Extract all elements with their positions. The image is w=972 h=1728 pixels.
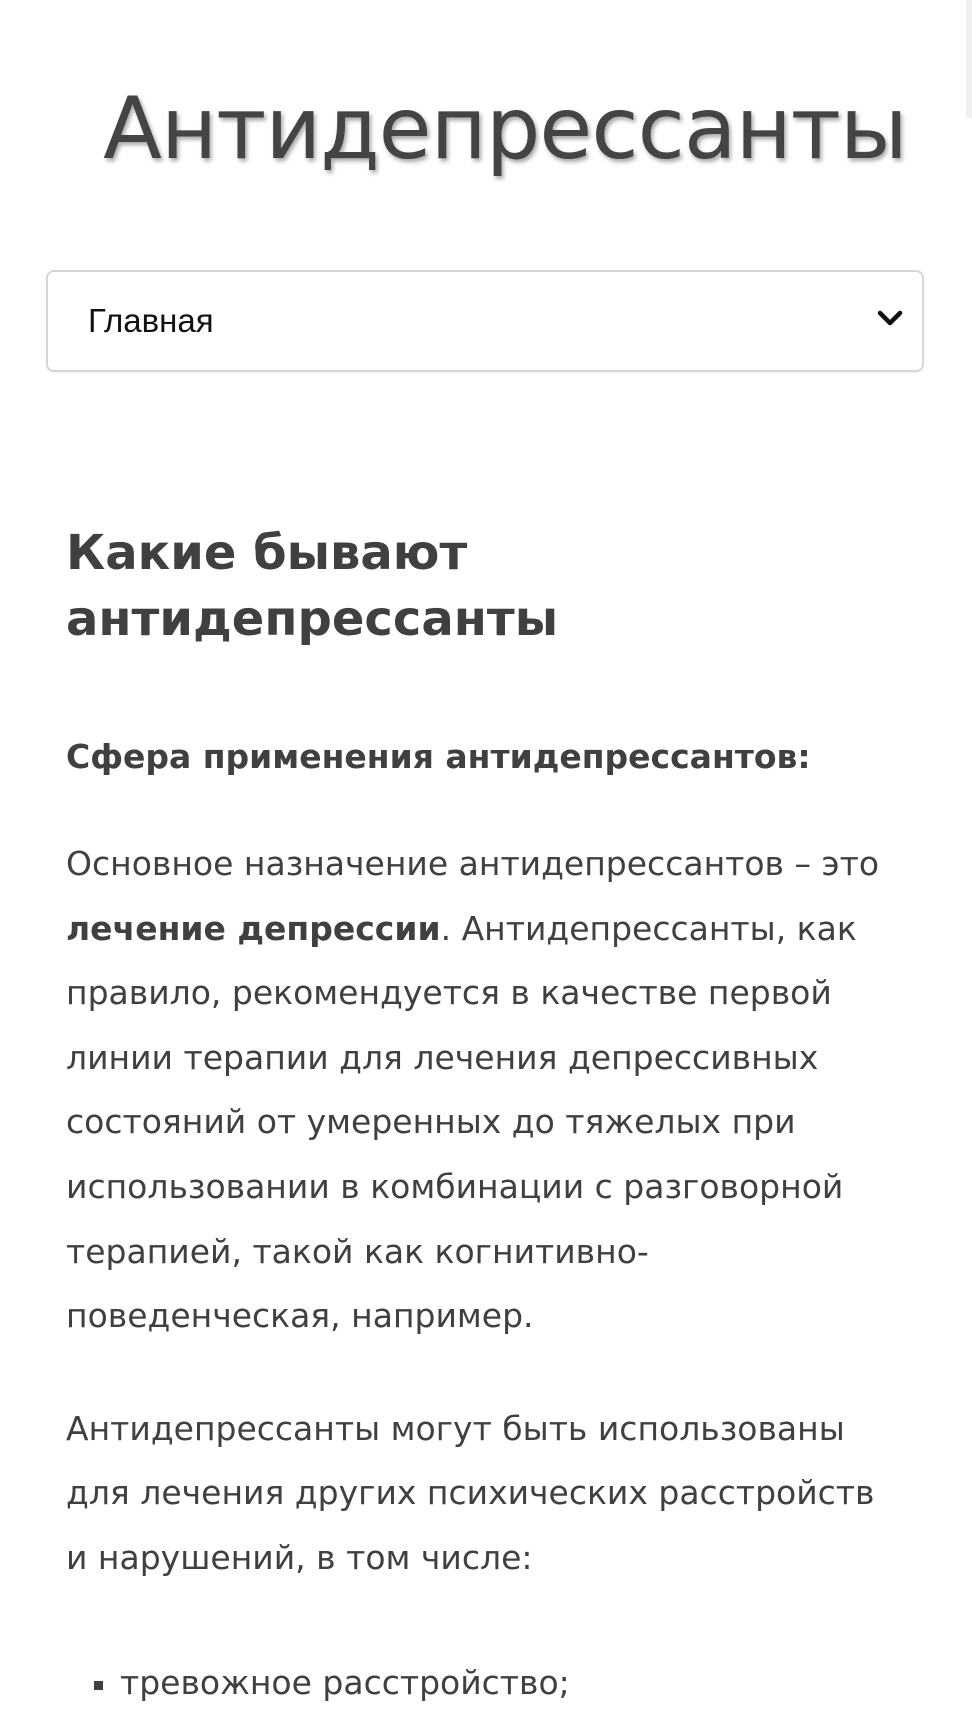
chevron-down-icon: [876, 306, 904, 330]
paragraph-1-bold: лечение депрессии: [66, 908, 441, 948]
paragraph-1-rest: . Антидепрессанты, как правило, рекомендуется в качестве первой линии терапии для лечения депрессивных состояний от умеренных до тяжелых при использовании в комбинации с разговорной терапией, такой как когнитивно-поведенческая, например.: [66, 908, 857, 1336]
paragraph-1-lead: Основное назначение антидепрессантов – это: [66, 844, 880, 883]
article-content: [66, 520, 906, 1715]
navigation-select[interactable]: [46, 270, 924, 372]
navigation-select-value: Главная: [88, 302, 214, 339]
article-paragraph-1: [66, 832, 906, 1349]
site-title: Антидепрессанты: [103, 79, 907, 179]
conditions-list: [66, 1651, 906, 1716]
article-subheading: Сфера применения антидепрессантов:: [66, 737, 811, 776]
article-heading: Какие бывают антидепрессанты: [66, 525, 559, 647]
bullet-icon: [94, 1681, 103, 1690]
list-item-text: тревожное расстройство;: [120, 1662, 570, 1702]
article-paragraph-2: Антидепрессанты могут быть использованы для лечения других психических расстройств и нарушений, в том числе:: [66, 1408, 875, 1577]
list-item: [120, 1651, 906, 1716]
